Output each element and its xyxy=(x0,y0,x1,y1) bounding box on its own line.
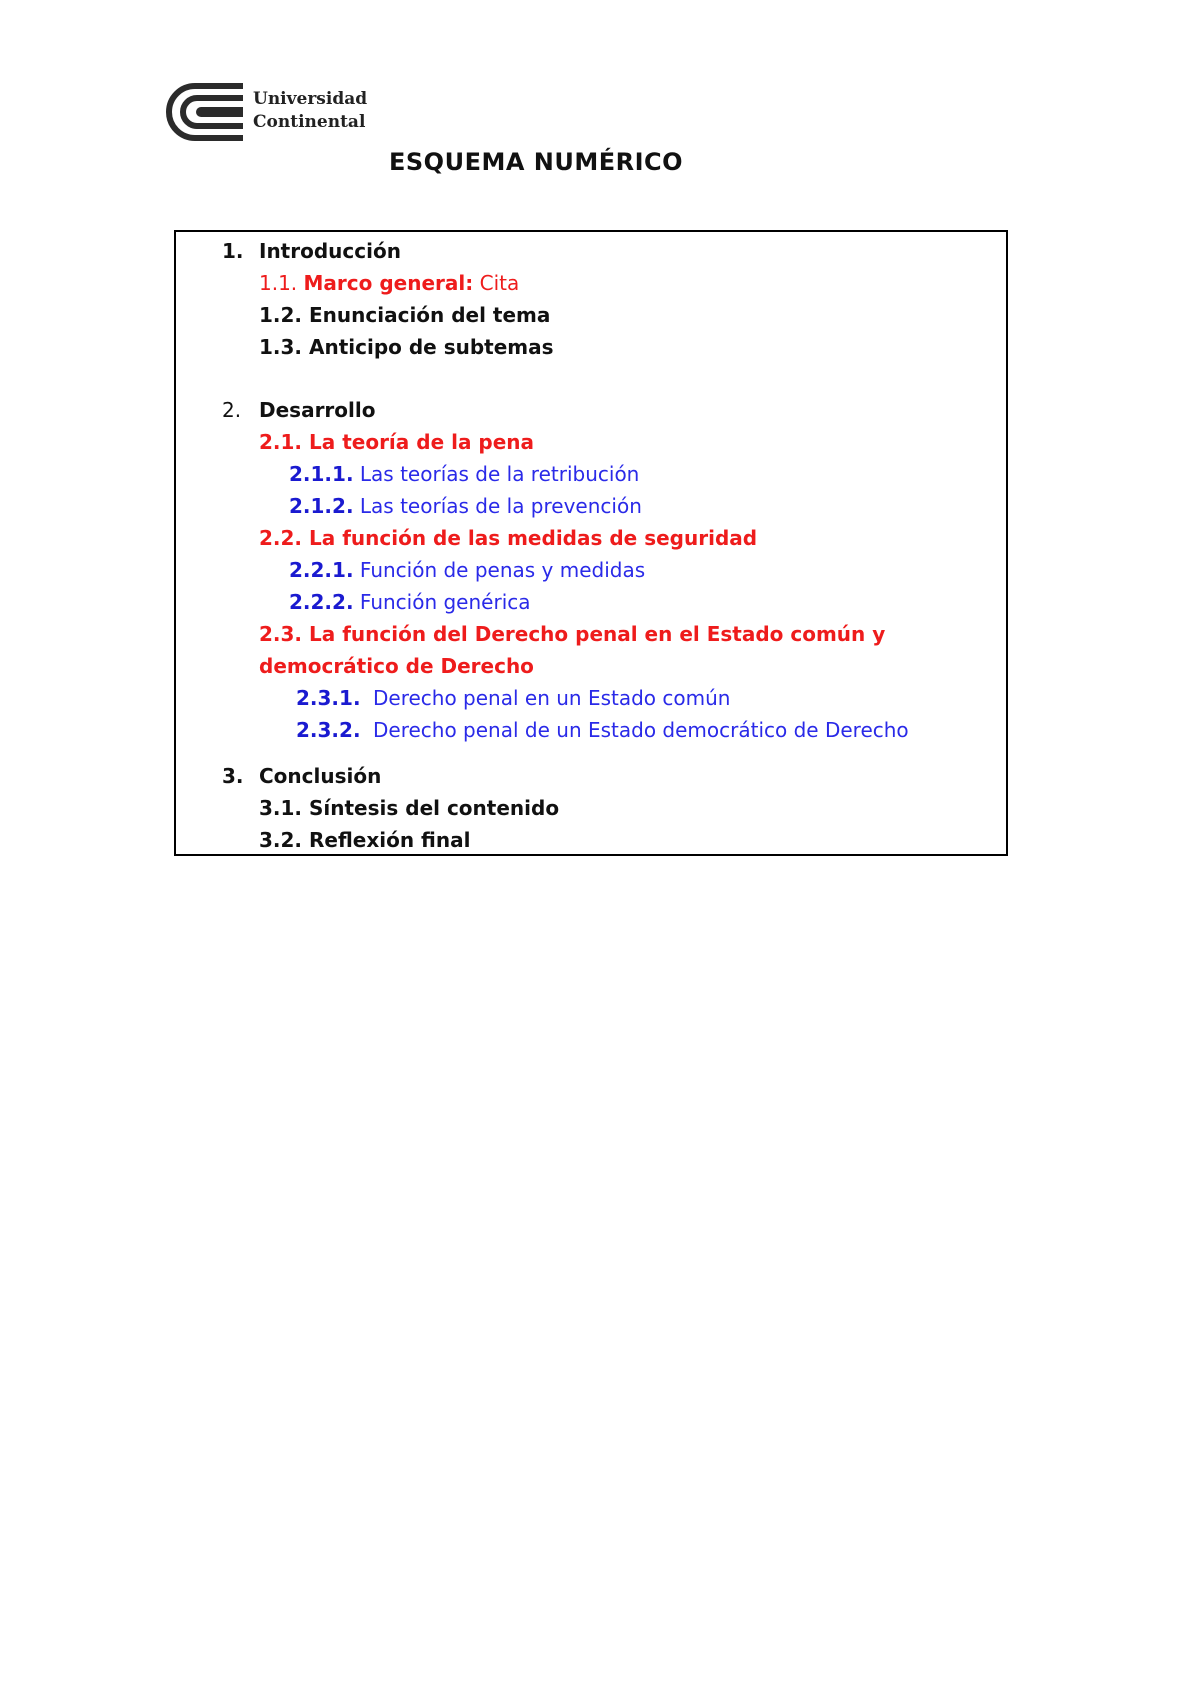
item-label: Las teorías de la retribución xyxy=(359,462,640,486)
item-label: Introducción xyxy=(259,239,401,263)
item-number: 2.2.2. xyxy=(289,590,354,614)
item-number: 1. xyxy=(222,239,244,263)
item-number: 2.2. xyxy=(259,526,303,550)
item-number: 2.3.1. xyxy=(296,686,361,710)
item-number: 2.1.2. xyxy=(289,494,354,518)
item-number: 3.1. xyxy=(259,796,303,820)
item-number: 1.1. xyxy=(259,271,298,295)
item-number: 3. xyxy=(222,764,244,788)
item-label-continuation: democrático de Derecho xyxy=(259,654,534,678)
item-label: Síntesis del contenido xyxy=(309,796,560,820)
item-label: Enunciación del tema xyxy=(309,303,551,327)
item-number: 2.2.1. xyxy=(289,558,354,582)
item-label: Las teorías de la prevención xyxy=(359,494,642,518)
item-number: 1.2. xyxy=(259,303,303,327)
outline-item-3-2 xyxy=(259,827,470,853)
item-label: Función genérica xyxy=(359,590,531,614)
item-number: 2.3.2. xyxy=(296,718,361,742)
item-number: 2.1.1. xyxy=(289,462,354,486)
item-number: 2.3. xyxy=(259,622,303,646)
outline-item-2-1-1 xyxy=(289,461,639,487)
item-label: Función de penas y medidas xyxy=(359,558,646,582)
logo-line-1: Universidad xyxy=(253,89,368,109)
item-label: Conclusión xyxy=(259,764,382,788)
item-extra: Cita xyxy=(479,271,520,295)
item-number: 2. xyxy=(222,398,242,422)
item-label: La función del Derecho penal en el Estado común y xyxy=(309,622,886,646)
outline-item-1-2 xyxy=(259,302,550,328)
outline-item-2-2-1 xyxy=(289,557,645,583)
item-label: Derecho penal de un Estado democrático de Derecho xyxy=(373,718,909,742)
outline-item-1-1 xyxy=(259,270,519,296)
outline-item-3 xyxy=(222,763,381,789)
item-number: 3.2. xyxy=(259,828,303,852)
continental-c-logo-icon xyxy=(165,80,245,144)
item-number: 1.3. xyxy=(259,335,303,359)
item-label: La teoría de la pena xyxy=(309,430,535,454)
item-label: Reflexión final xyxy=(309,828,471,852)
university-logo xyxy=(165,80,375,144)
item-label: Anticipo de subtemas xyxy=(309,335,554,359)
item-number: 2.1. xyxy=(259,430,303,454)
item-label: Desarrollo xyxy=(259,398,376,422)
item-label: Derecho penal en un Estado común xyxy=(373,686,731,710)
outline-item-2-1-2 xyxy=(289,493,642,519)
outline-item-1 xyxy=(222,238,401,264)
outline-item-3-1 xyxy=(259,795,559,821)
item-label: La función de las medidas de seguridad xyxy=(309,526,758,550)
logo-wordmark xyxy=(253,88,367,134)
outline-item-2-3-1 xyxy=(296,685,730,711)
item-label: Marco general: xyxy=(303,271,474,295)
outline-item-1-3 xyxy=(259,334,554,360)
outline-item-2-2 xyxy=(259,525,757,551)
outline-item-2-2-2 xyxy=(289,589,531,615)
outline-item-2 xyxy=(222,397,375,423)
outline-item-2-3-2 xyxy=(296,717,909,743)
outline-item-2-1 xyxy=(259,429,534,455)
logo-line-2: Continental xyxy=(253,112,366,132)
page-title: ESQUEMA NUMÉRICO xyxy=(389,148,684,176)
outline-item-2-3-continuation xyxy=(259,653,534,679)
outline-item-2-3 xyxy=(259,621,885,647)
